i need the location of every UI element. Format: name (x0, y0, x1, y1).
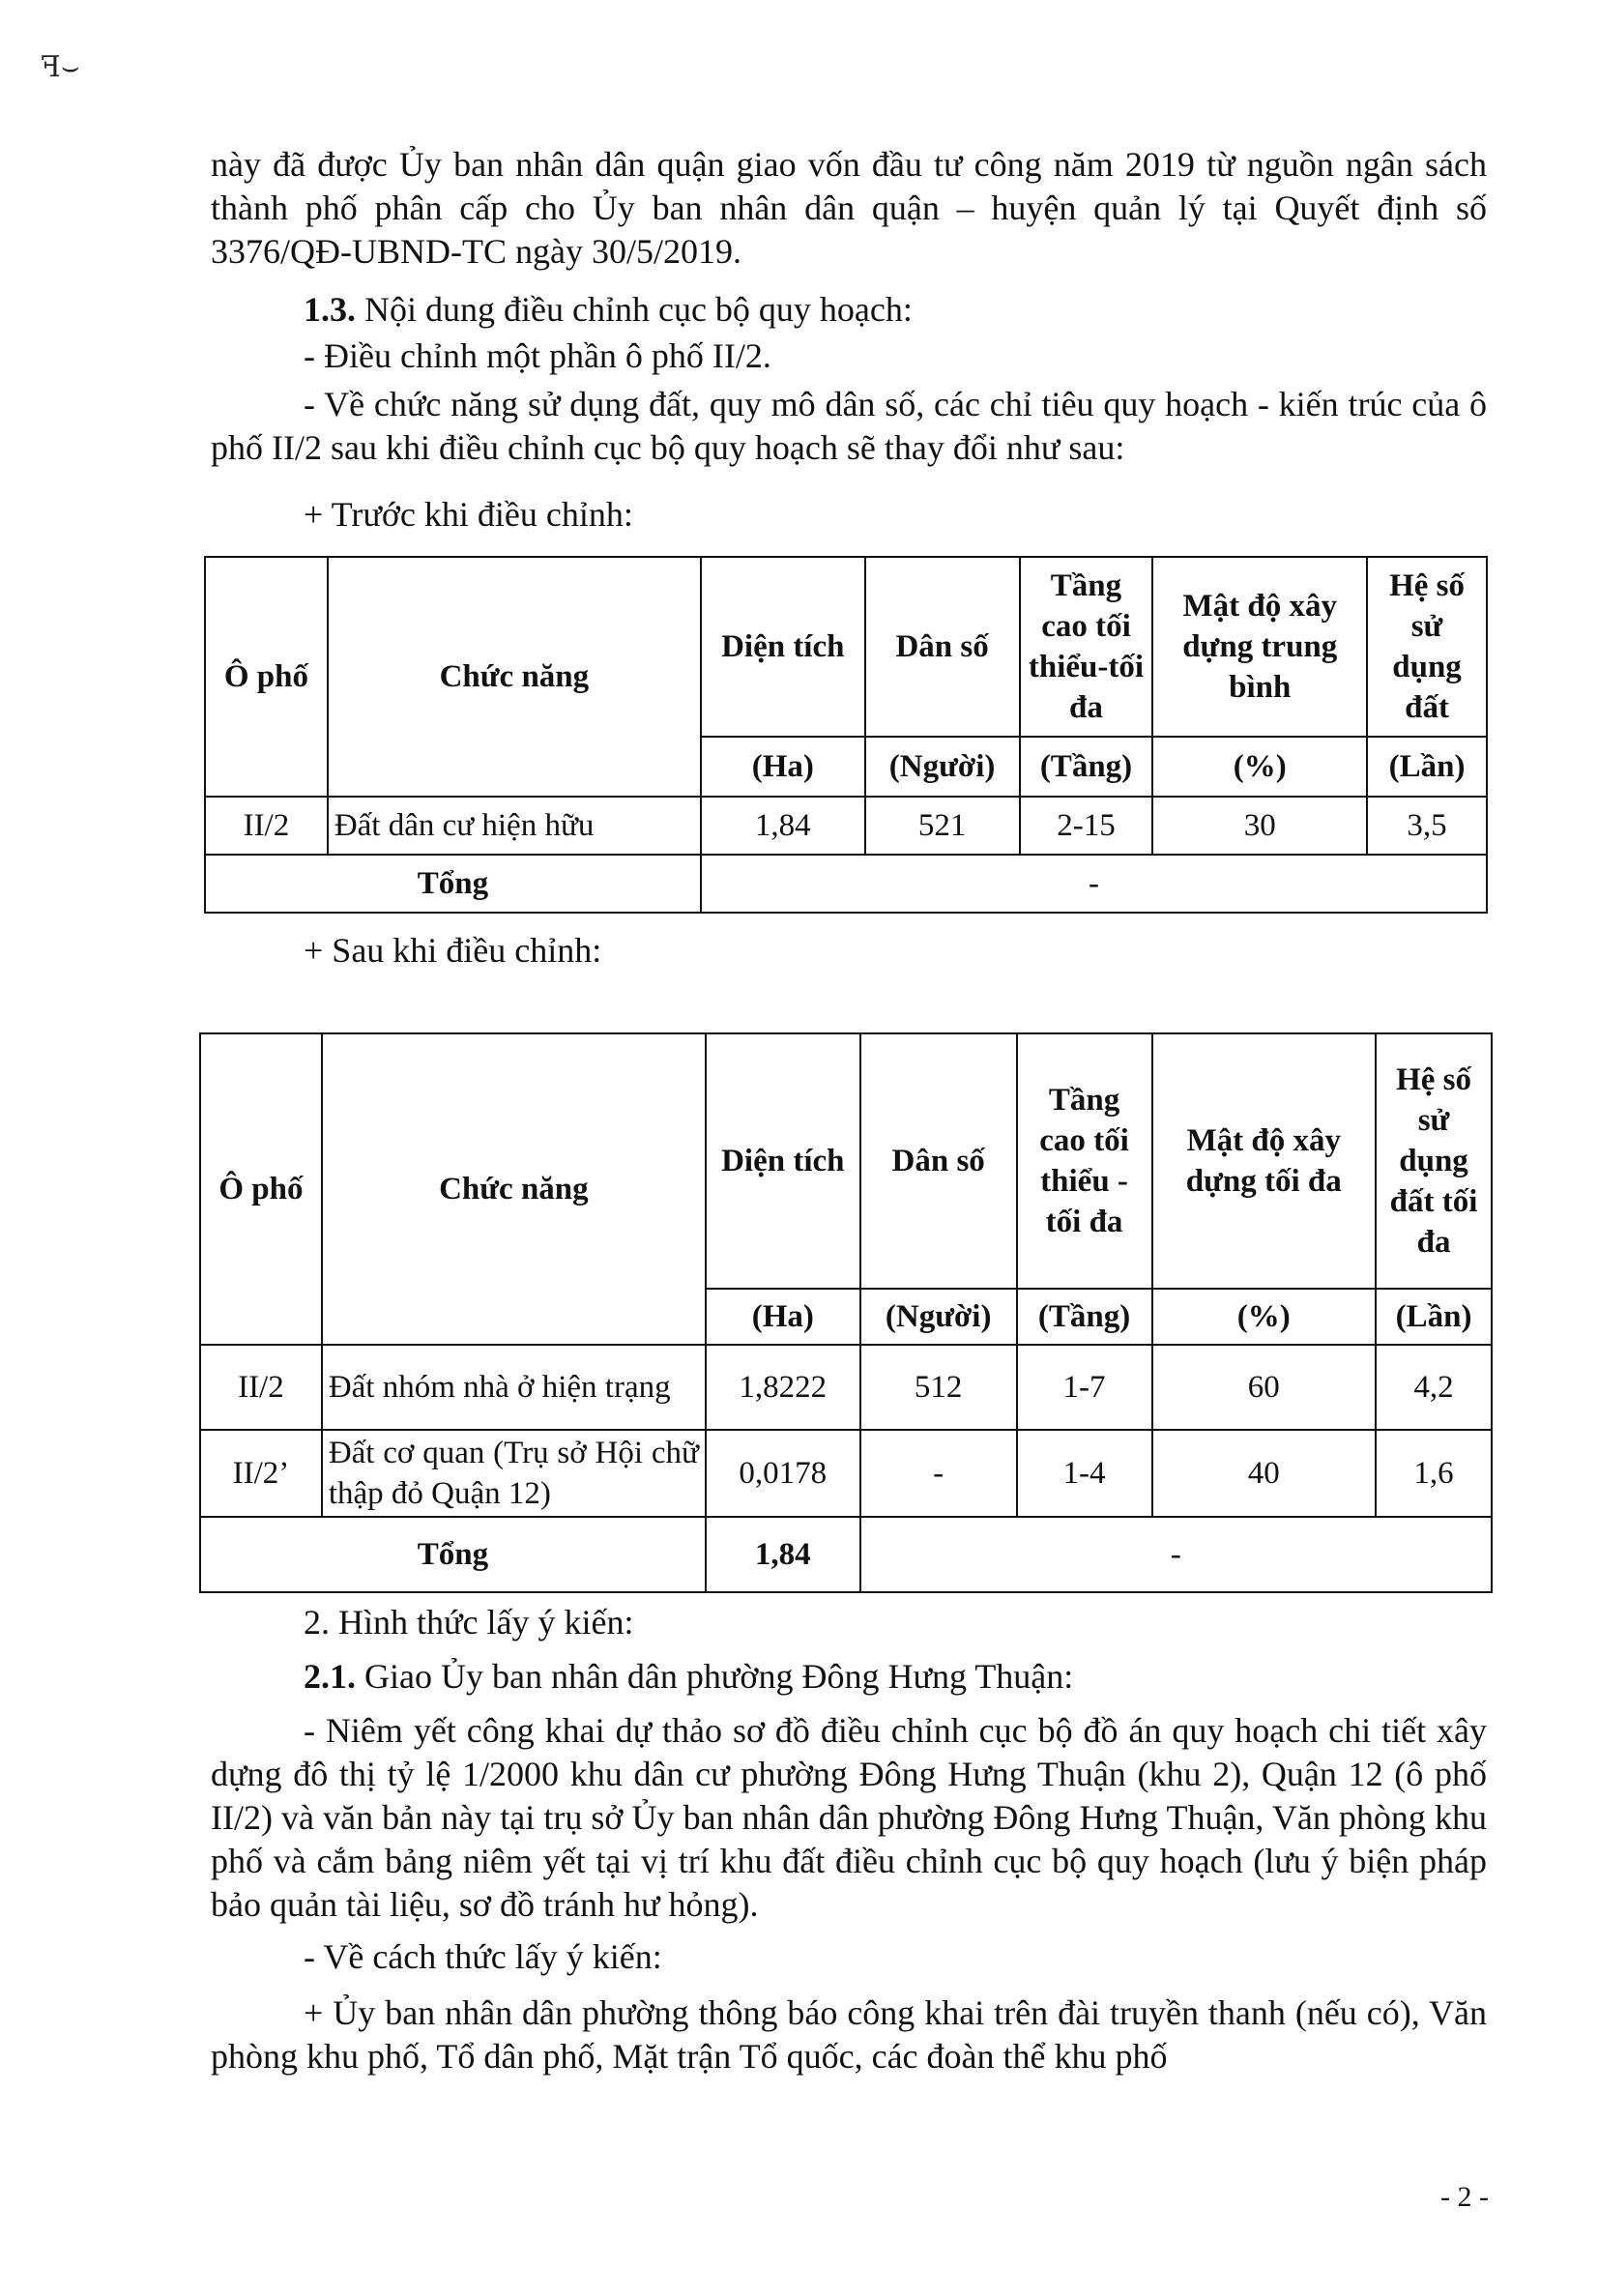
table-after-header: Dân số (860, 1033, 1017, 1289)
table-cell: 512 (860, 1345, 1017, 1430)
section-2-1-heading (304, 1655, 1073, 1699)
table-cell: - (860, 1430, 1017, 1517)
table-before-unit: (%) (1152, 737, 1367, 797)
table-cell: II/2’ (200, 1430, 322, 1517)
table-row (200, 1430, 1492, 1517)
table-cell: 1-4 (1017, 1430, 1152, 1517)
table-after-header: Hệ số sử dụng đất tối đa (1376, 1033, 1492, 1289)
after-label: + Sau khi điều chỉnh: (304, 931, 602, 970)
method-line: - Về cách thức lấy ý kiến: (304, 1937, 662, 1976)
table-cell: 0,0178 (706, 1430, 860, 1517)
table-cell: 4,2 (1376, 1345, 1492, 1430)
table-before-header: Chức năng (328, 557, 701, 797)
table-after-unit: (Lần) (1376, 1289, 1492, 1345)
section-1-3-number: 1.3. (304, 290, 356, 329)
table-after-header: Ô phố (200, 1033, 322, 1345)
table-after-header: Chức năng (322, 1033, 706, 1345)
table-before (204, 556, 1488, 914)
table-after-total-label: Tổng (200, 1517, 706, 1592)
table-before-header: Ô phố (205, 557, 328, 797)
table-after-total-area: 1,84 (706, 1517, 860, 1592)
table-after-header: Diện tích (706, 1033, 860, 1289)
table-before-total-label: Tổng (205, 855, 701, 913)
table-row (200, 1345, 1492, 1430)
table-after-unit: (Tầng) (1017, 1289, 1152, 1345)
section-1-3-title: Nội dung điều chỉnh cục bộ quy hoạch: (356, 290, 913, 329)
table-after-total-value: - (860, 1517, 1492, 1592)
table-cell: Đất nhóm nhà ở hiện trạng (322, 1345, 706, 1430)
table-before-header: Dân số (865, 557, 1020, 737)
scan-mark: ꟻ⌣ (41, 51, 80, 83)
table-cell: 2-15 (1020, 797, 1153, 855)
table-cell: 1-7 (1017, 1345, 1152, 1430)
table-after-unit: (Ha) (706, 1289, 860, 1345)
table-after-header-row (200, 1033, 1492, 1289)
section-1-3-heading (304, 288, 913, 332)
table-after-header: Mật độ xây dựng tối đa (1152, 1033, 1377, 1289)
table-cell: 30 (1152, 797, 1367, 855)
table-cell: 1,8222 (706, 1345, 860, 1430)
table-cell: 3,5 (1367, 797, 1487, 855)
table-before-header: Mật độ xây dựng trung bình (1152, 557, 1367, 737)
table-cell: 1,84 (701, 797, 865, 855)
table-before-unit: (Người) (865, 737, 1020, 797)
table-cell: Đất cơ quan (Trụ sở Hội chữ thập đỏ Quận 12) (322, 1430, 706, 1517)
table-before-unit: (Ha) (701, 737, 865, 797)
table-after-unit: (%) (1152, 1289, 1377, 1345)
table-cell: II/2 (200, 1345, 322, 1430)
intro-paragraph: này đã được Ủy ban nhân dân quận giao vốn đầu tư công năm 2019 từ nguồn ngân sách thành phố phân cấp cho Ủy ban nhân dân quận – huyện quản lý tại Quyết định số 3376/QĐ-UBND-TC ngày 30/5/2019. (211, 145, 1487, 271)
table-cell: 40 (1152, 1430, 1377, 1517)
table-cell: 1,6 (1376, 1430, 1492, 1517)
section-2-1-number: 2.1. (304, 1657, 356, 1696)
table-before-unit: (Lần) (1367, 737, 1487, 797)
table-after-unit: (Người) (860, 1289, 1017, 1345)
table-before-total-row (205, 855, 1487, 913)
table-after (199, 1032, 1493, 1593)
adjust-line: - Điều chỉnh một phần ô phố II/2. (304, 336, 771, 375)
announce-paragraph: + Ủy ban nhân dân phường thông báo công khai trên đài truyền thanh (nếu có), Văn phòng khu phố, Tổ dân phố, Mặt trận Tổ quốc, các đoàn thể khu phố (211, 1993, 1487, 2076)
table-cell: 60 (1152, 1345, 1377, 1430)
table-cell: II/2 (205, 797, 328, 855)
page-number: - 2 - (1440, 2181, 1489, 2213)
function-paragraph: - Về chức năng sử dụng đất, quy mô dân số, các chỉ tiêu quy hoạch - kiến trúc của ô phố II/2 sau khi điều chỉnh cục bộ quy hoạch sẽ thay đổi như sau: (211, 385, 1487, 467)
table-before-unit: (Tầng) (1020, 737, 1153, 797)
table-before-header-row (205, 557, 1487, 737)
table-before-header: Hệ số sử dụng đất (1367, 557, 1487, 737)
table-after-total-row (200, 1517, 1492, 1592)
table-row (205, 797, 1487, 855)
table-before-header: Diện tích (701, 557, 865, 737)
table-after-header: Tầng cao tối thiểu - tối đa (1017, 1033, 1152, 1289)
table-cell: 521 (865, 797, 1020, 855)
table-before-total-value: - (701, 855, 1487, 913)
before-label: + Trước khi điều chỉnh: (304, 495, 633, 534)
section-2-heading: 2. Hình thức lấy ý kiến: (304, 1603, 634, 1642)
table-cell: Đất dân cư hiện hữu (328, 797, 701, 855)
posting-paragraph: - Niêm yết công khai dự thảo sơ đồ điều chỉnh cục bộ đồ án quy hoạch chi tiết xây dựng đô thị tỷ lệ 1/2000 khu dân cư phường Đông Hưng Thuận (khu 2), Quận 12 (ô phố II/2) và văn bản này tại trụ sở Ủy ban nhân dân phường Đông Hưng Thuận, Văn phòng khu phố và cắm bảng niêm yết tại vị trí khu đất điều chỉnh cục bộ quy hoạch (lưu ý biện pháp bảo quản tài liệu, sơ đồ tránh hư hỏng). (211, 1711, 1487, 1924)
table-before-header: Tầng cao tối thiểu-tối đa (1020, 557, 1153, 737)
section-2-1-title: Giao Ủy ban nhân dân phường Đông Hưng Thuận: (356, 1657, 1074, 1696)
